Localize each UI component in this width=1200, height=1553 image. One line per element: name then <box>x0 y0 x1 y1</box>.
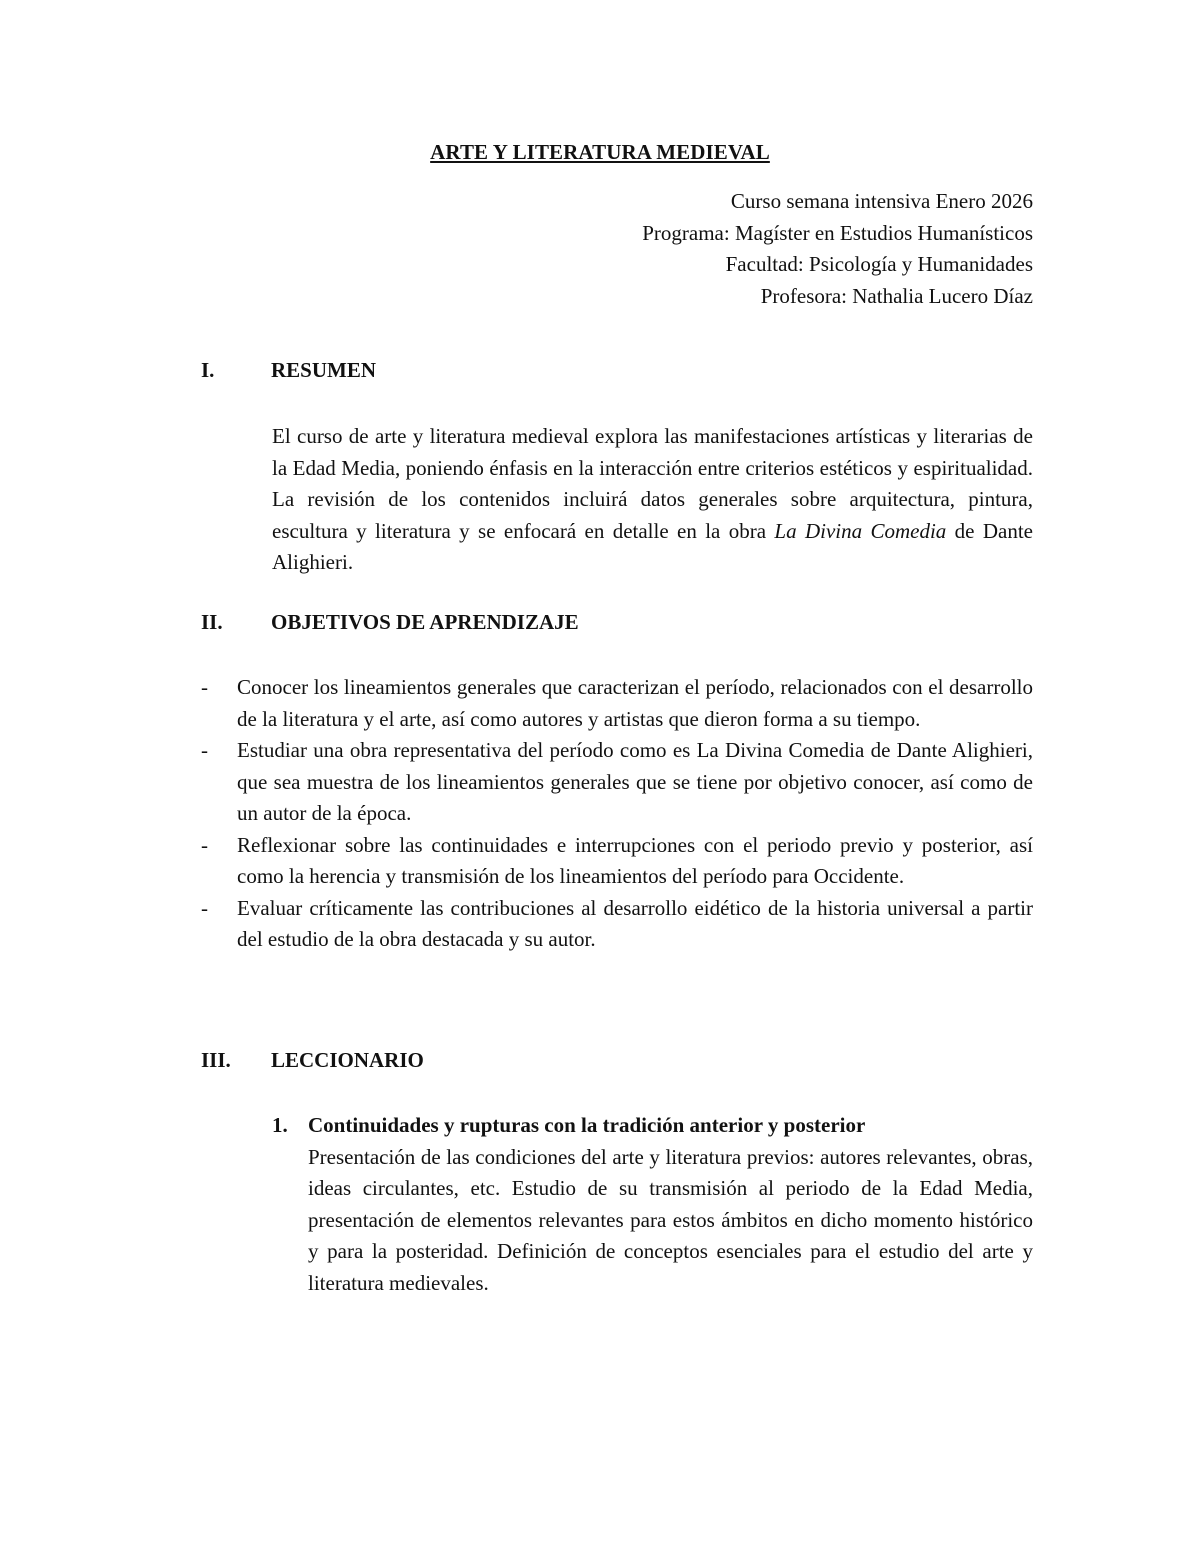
objective-text: Estudiar una obra representativa del período como es La Divina Comedia de Dante Alighieri, que sea muestra de los lineamientos generales que se tiene por objetivo conocer, así como de un autor de la época. <box>237 738 1033 825</box>
objective-text: Conocer los lineamientos generales que caracterizan el período, relacionados con el desarrollo de la literatura y el arte, así como autores y artistas que dieron forma a su tiempo. <box>237 675 1033 731</box>
bullet-dash: - <box>201 738 208 762</box>
bullet-dash: - <box>201 895 208 920</box>
section-heading-objetivos <box>201 610 579 635</box>
faculty-line: Facultad: Psicología y Humanidades <box>725 252 1033 276</box>
list-item <box>201 735 1033 830</box>
lesson-item <box>272 1110 1033 1299</box>
section-number: II. <box>201 610 223 634</box>
list-item <box>201 893 1033 956</box>
program-line: Programa: Magíster en Estudios Humanísticos <box>642 220 1033 245</box>
objectives-list <box>201 672 1033 956</box>
lesson-number: 1. <box>272 1113 288 1137</box>
section-heading-leccionario <box>201 1048 424 1073</box>
resumen-paragraph <box>272 421 1033 579</box>
objective-text: Reflexionar sobre las continuidades e interrupciones con el periodo previo y posterior, así como la herencia y transmisión de los lineamientos del período para Occidente. <box>237 832 1033 888</box>
section-title: OBJETIVOS DE APRENDIZAJE <box>271 610 579 634</box>
professor-line: Profesora: Nathalia Lucero Díaz <box>760 283 1033 308</box>
section-heading-resumen <box>201 358 376 383</box>
course-line: Curso semana intensiva Enero 2026 <box>730 189 1033 213</box>
section-title: RESUMEN <box>271 358 377 382</box>
bullet-dash: - <box>201 832 208 857</box>
list-item <box>201 830 1033 893</box>
document-title: ARTE Y LITERATURA MEDIEVAL <box>430 140 770 164</box>
section-number: I. <box>201 358 215 382</box>
lesson-description: Presentación de las condiciones del arte y literatura previos: autores relevantes, obras, ideas circulantes, etc. Estudio de su transmisión al periodo de la Edad Media, presentación de elementos relevantes para estos ámbitos en dicho momento histórico y para la posteridad. Definición de conceptos esenciales para el estudio del arte y literatura medievales. <box>308 1144 1033 1295</box>
section-number: III. <box>201 1048 231 1072</box>
list-item <box>201 672 1033 735</box>
bullet-dash: - <box>201 675 208 699</box>
section-title: LECCIONARIO <box>271 1048 424 1072</box>
course-meta <box>642 186 1033 312</box>
resumen-text-end: de Dante Alighieri. <box>272 518 1033 574</box>
objective-text: Evaluar críticamente las contribuciones al desarrollo eidético de la historia universal a partir del estudio de la obra destacada y su autor. <box>237 895 1033 951</box>
resumen-text: El curso de arte y literatura medieval explora las manifestaciones artísticas y literarias de la Edad Media, poniendo énfasis en la interacción entre criterios estéticos y espiritualidad. La revisión de los contenidos incluirá datos generales sobre arquitectura, pintura, escultura y literatura y se enfocará en detalle en la obra <box>272 424 1033 543</box>
lesson-title-text: Continuidades y rupturas con la tradición anterior y posterior <box>308 1113 866 1137</box>
work-title-italic: La Divina Comedia <box>774 518 947 543</box>
lesson-title <box>272 1110 1033 1142</box>
